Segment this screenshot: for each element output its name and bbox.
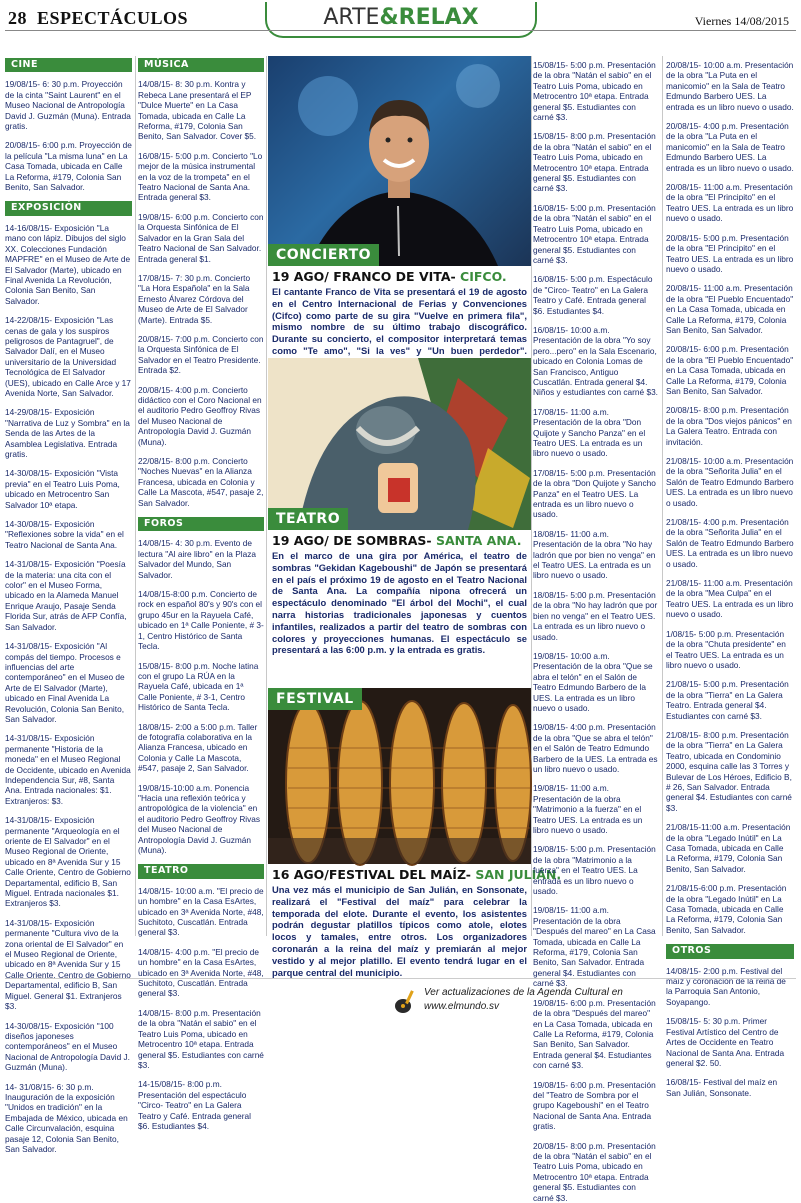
agenda-item: 18/08/15- 2:00 a 5:00 p.m. Taller de fotografía colaborativa en la Alianza Francesa, ubicado en Colonia y Calle La Mascota, #547, pasaje 2, San Salvador. (138, 721, 258, 774)
agenda-item: 16/08/15- Festival del maíz en San Julián, Sonsonate. (666, 1077, 778, 1098)
agenda-item: 15/08/15- 8:00 p.m. Noche latina con el grupo La RÚA en la Rayuela Café, ubicada en 1ª Calle Poniente, # 3-1, Centro Histórico de Santa Tecla. (138, 660, 259, 713)
agenda-item: 14-31/08/15- Exposición permanente "Cultura vivo de la zona oriental de El Salvador" en el Museo Regional de Oriente, ubicado en 8ª Avenida Sur y 15 Calle Oriente, Centro de Gobierno Departamental, edificio B, San Miguel. General $1. Extranjeros $3. (5, 917, 131, 1012)
agenda-item: 14/08/15-8:00 p.m. Concierto de rock en español 80's y 90's con el grupo 45ur en la Rayuela Café, ubicado en 1ª Calle Poniente, # 3-1, Centro Histórico de Santa Tecla. (138, 589, 264, 652)
section-label-musica: MÚSICA (138, 58, 264, 72)
cine-list (5, 79, 132, 192)
agenda-item: 21/08/15- 10:00 a.m. Presentación de la obra "Señorita Julia" en el Salón de Teatro Edmundo Barbero UES. La entrada es un libro nuevo o usado. (666, 456, 794, 508)
agenda-item: 14/08/15- 10:00 a.m. "El precio de un hombre" en la Casa EsArtes, ubicado en 3ª Avenida Norte, #48, Suchitoto, Cuscatlán. Entrada general $3. (138, 885, 264, 938)
footer-url[interactable]: www.elmundo.sv (424, 1001, 500, 1012)
agenda-item: 14-30/08/15- Exposición "Reflexiones sobre la vida" en el Teatro Nacional de Santa Ana. (5, 519, 124, 550)
column-cine-exposicion (5, 58, 132, 1154)
agenda-item: 16/08/15- 10:00 a.m. Presentación de la obra "Yo soy pero...pero" en la Sala Escenario, ubicado en Colonia Lomas de San Francisco, Antiguo Cuscatlán. Entrada general $4. Niños y estudiantes con carné $3. (533, 324, 658, 398)
agenda-item: 19/08/15- 6: 30 p.m. Proyección de la cinta "Saint Laurent" en el Museo Nacional de Antropología David J. Guzmán (Muna). Entrada gratis. (5, 79, 131, 132)
header-rule (5, 30, 796, 31)
agenda-item: 14-29/08/15- Exposición "Narrativa de Luz y Sombra" en la Senda de las Artes de la Asamblea Legislativa. Entrada gratis. (5, 407, 130, 459)
section-label-teatro: TEATRO (138, 864, 264, 878)
agenda-item: 20/08/15- 6:00 p.m. Presentación de la obra "El Pueblo Encuentado" en La Casa Tomada, ubicada en Calle La Reforma, #179, Colonia San Benito, San Salvador. (666, 344, 794, 396)
agenda-item: 21/08/15- 4:00 p.m. Presentación de la obra "Señorita Julia" en el Salón de Teatro Edmundo Barbero UES. La entrada es un libro nuevo o usado. (666, 517, 794, 569)
feature-tag-festival: FESTIVAL (268, 688, 362, 710)
agenda-item: 20/08/15- 7:00 p.m. Concierto con la Orquesta Sinfónica de El Salvador en el Teatro Presidente. Entrada $2. (138, 333, 264, 376)
agenda-item: 19/08/15- 11:00 a.m. Presentación de la obra "Después del mareo" en La Casa Tomada, ubicada en Calle La Reforma, #179, Colonia San Benito, San Salvador. Entrada general $4. Estudiantes con carné $3. (533, 905, 656, 989)
agenda-item: 20/08/15- 6:00 p.m. Proyección de la película "La misma luna" en La Casa Tomada, ubicada en Calle La Reforma, #179, Colonia San Benito, San Salvador. (5, 140, 132, 193)
agenda-item: 20/08/15- 8:00 p.m. Presentación de la obra "Dos viejos pánicos" en La Galera Teatro. Entrada con invitación. (666, 405, 792, 447)
agenda-item: 17/08/15- 5:00 p.m. Presentación de la obra "Don Quijote y Sancho Panza" en el Teatro UES. La entrada es un libro nuevo o usado. (533, 467, 656, 520)
agenda-item: 21/08/15- 8:00 p.m. Presentación de la obra "Tierra" en La Galera Teatro, ubicada en Condominio 2000, esquina calle las 3 Torres y Bulevar de Los Héroes, Edificio B, # 26, San Salvador. Entrada general $4. Estudiantes con carné $3. (666, 729, 792, 813)
teatro-title: 19 AGO/ DE SOMBRAS- SANTA ANA. (272, 533, 522, 548)
agenda-item: 20/08/15- 5:00 p.m. Presentación de la obra "El Principito" en el Teatro UES. La entrada es un libro nuevo o usado. (666, 232, 794, 274)
festival-body: Una vez más el municipio de San Julián, en Sonsonate, realizará el "Festival del maíz" para celebrar la temporada del elote. Durante el evento, los asistentes podrán degustar platillos típicos como atole, elotes locos y tamales, entre otros. Los organizadores coronarán a la reina del maíz y premiarán al mejor vestido y al mejor platillo. El evento tendrá lugar en el parque central del municipio. (272, 884, 527, 978)
agenda-item: 20/08/15- 4:00 p.m. Concierto didáctico con el Coro Nacional en el auditorio Pedro Geoffroy Rivas del Museo Nacional de Antropología David J. Guzmán (Muna). (138, 384, 262, 447)
agenda-item: 14-31/08/15- Exposición "Poesía de la materia: una cita con el color" en el Museo Forma, ubicado en la Alameda Manuel Enrique Araujo, Pasaje Senda Florida Sur, atrás de AFP Confía, San Salvador. (5, 559, 127, 632)
agenda-item: 20/08/15- 10:00 a.m. Presentación de la obra "La Puta en el manicomio" en la Sala de Teatro Edmundo Barbero UES. La entrada es un libro nuevo o usado. (666, 60, 794, 112)
feature-tag-teatro: TEATRO (268, 508, 348, 530)
feature-concierto (268, 56, 531, 380)
exposicion-list (5, 223, 132, 1155)
agenda-item: 19/08/15-10:00 a.m. Ponencia "Hacia una reflexión teórica y antropológica de la violencia" en el auditorio Pedro Geoffroy Rivas del Museo Nacional de Antropología David J. Guzmán (Muna). (138, 782, 261, 855)
agenda-item: 19/08/15- 6:00 p.m. Concierto con la Orquesta Sinfónica de El Salvador en la Gran Sala del Teatro Nacional de San Salvador. Entrada general $1. (138, 211, 264, 264)
corn-illustration (268, 688, 531, 864)
agenda-item: 14-31/08/15- Exposición permanente "Historia de la moneda" en el Museo Regional de Occidente, ubicado en Avenida Independencia Sur, #8, Santa Ana. Entrada nacionales: $1. Extranjeros: $3. (5, 733, 131, 806)
agenda-item: 15/08/15- 5:00 p.m. Presentación de la obra "Natán el sabio" en el Teatro Luis Poma, ubicado en Metrocentro 10ª etapa. Entrada general $5. Estudiantes con carné $3. (533, 60, 656, 123)
teatro-list (138, 886, 264, 1132)
section-label-exposicion: EXPOSICIÓN (5, 201, 132, 215)
teatro-cont-list (533, 60, 658, 1203)
agenda-item: 21/08/15-6:00 p.m. Presentación de la obra "Legado Inútil" en La Casa Tomada, ubicada en Calle La Reforma, #179, Colonia San Benito, San Salvador. (666, 883, 787, 935)
agenda-item: 20/08/15- 11:00 a.m. Presentación de la obra "El Principito" en el Teatro UES. La entrada es un libro nuevo o usado. (666, 182, 794, 224)
column-divider (266, 56, 267, 936)
shadow-puppet-illustration (268, 358, 531, 530)
agenda-item: 21/08/15- 11:00 a.m. Presentación de la obra "Mea Culpa" en el Teatro UES. La entrada es un libro nuevo o usado. (666, 578, 794, 620)
column-teatro-otros (666, 60, 794, 1098)
agenda-item: 14/08/15- 2:00 p.m. Festival del maíz y coronación de la reina de la Parroquia San Antonio, Soyapango. (666, 965, 786, 1007)
agenda-item: 18/08/15- 11:00 a.m. Presentación de la obra "No hay ladrón que por bien no venga" en el Teatro UES. La entrada es un libro nuevo o usado. (533, 528, 656, 581)
agenda-item: 17/08/15- 7: 30 p.m. Concierto "La Hora Española" en la Sala Ernesto Álvarez Córdova del Museo de Arte de El Salvador (Marte). Entrada $5. (138, 272, 251, 325)
agenda-item: 15/08/15- 5: 30 p.m. Primer Festival Artístico del Centro de Artes de Occidente en Teatro Nacional de Santa Ana. Entrada general $2. 50. (666, 1016, 785, 1068)
agenda-item: 14-22/08/15- Exposición "Las cenas de gala y los suspiros peligrosos de Pantagruel", de Salvador Dalí, en el Museo universitario de la Universidad Tecnológica de El Salvador (UES), ubicado en Calle Arce y 17 Avenida Norte, San Salvador. (5, 315, 131, 398)
footer-line1: Ver actualizaciones de la Agenda Cultural en (424, 987, 623, 998)
musica-list (138, 79, 264, 508)
teatro-body: En el marco de una gira por América, el teatro de sombras "Gekidan Kageboushi" de Japón se presentará en el país el próximo 19 de agosto en el Teatro Nacional de Santa Ana. La compañía nipona ofrecerá un espectáculo denominado "El árbol del Mochi", el cual narra historias tradicionales japonesas y cuentos infantiles, realizados a partir del teatro de sombras con colores y proyecciones humanas. El espectáculo se presentará a las 6:00 p.m. y la entrada es gratis. (272, 550, 527, 656)
agenda-item: 14- 31/08/15- 6: 30 p.m. Inauguración de la exposición "Unidos en tradición" en la Embajada de México, ubicada en Calle Circunvalación, esquina pasaje 12, Colonia San Benito, San Salvador. (5, 1081, 128, 1154)
agenda-item: 20/08/15- 8:00 p.m. Presentación de la obra "Natán el sabio" en el Teatro Luis Poma, ubicado en Metrocentro 10ª etapa. Entrada general $5. Estudiantes con carné $3. (533, 1140, 656, 1203)
agenda-item: 21/08/15-11:00 a.m. Presentación de la obra "Legado Inútil" en La Casa Tomada, ubicada en Calle La Reforma, #179, Colonia San Benito, San Salvador. (666, 822, 791, 874)
section-label-otros: OTROS (666, 944, 794, 958)
agenda-item: 19/08/15- 10:00 a.m. Presentación de la obra "Que se abra el telón" en el Salón de Teatro Edmundo Barbero de la UES. La entrada es un libro nuevo o usado. (533, 650, 653, 713)
section-label-foros: FOROS (138, 517, 264, 531)
agenda-item: 19/08/15- 11:00 a.m. Presentación de la obra "Matrimonio a la fuerza" en el Teatro UES. La entrada es un libro nuevo o usado. (533, 783, 643, 835)
agenda-item: 14/08/15- 4:00 p.m. "El precio de un hombre" en la Casa EsArtes, ubicado en 3ª Avenida Norte, #48, Suchitoto, Cuscatlán. Entrada general $3. (138, 946, 264, 999)
agenda-item: 19/08/15- 4:00 p.m. Presentación de la obra "Que se abra el telón" en el Salón de Teatro Edmundo Barbero de la UES. La entrada es un libro nuevo o usado. (533, 722, 658, 774)
festival-title: 16 AGO/FESTIVAL DEL MAÍZ- SAN JULIÁN. (272, 867, 562, 882)
agenda-item: 14/08/15- 8: 30 p.m. Kontra y Rebeca Lane presentará el EP "Dulce Muerte" en La Casa Tomada, ubicada en Calle La Reforma, #179, Colonia San Benito, San Salvador. Cover $5. (138, 79, 257, 142)
column-divider (135, 56, 136, 936)
footer-rule (5, 978, 796, 979)
agenda-item: 22/08/15- 8:00 p.m. Concierto "Noches Nuevas" en la Alianza Francesa, ubicada en Colonia y Calle La Mascota, #547, pasaje 2, San Salvador. (138, 456, 264, 508)
agenda-item: 16/08/15- 5:00 p.m. Presentación de la obra "Natán el sabio" en el Teatro Luis Poma, ubicado en Metrocentro 10ª etapa. Entrada general $5. Estudiantes con carné $3. (533, 202, 656, 265)
agenda-item: 14-31/08/15- Exposición permanente "Arqueología en el oriente de El Salvador" en el Museo Regional de Oriente, ubicado en 8ª Avenida Sur y 15 Calle Oriente, Centro de Gobierno Departamental, edificio B, San Miguel. Entrada nacionales $1. Extranjeros $3. (5, 815, 131, 909)
agenda-item: 19/08/15- 6:00 p.m. Presentación del "Teatro de Sombra por el grupo Kageboushi" en el Teatro Nacional de Santa Ana. Entrada gratis. (533, 1079, 656, 1132)
agenda-item: 21/08/15- 5:00 p.m. Presentación de la obra "Tierra" en La Galera Teatro. Entrada general $4. Estudiantes con carné $3. (666, 679, 789, 721)
corn-photo (268, 688, 531, 864)
teatro-cont-list-2 (666, 60, 794, 935)
singer-illustration (268, 56, 531, 266)
feature-teatro (268, 358, 531, 656)
concierto-title: 19 AGO/ FRANCO DE VITA- CIFCO. (272, 269, 507, 284)
franco-de-vita-photo (268, 56, 531, 266)
agenda-item: 17/08/15- 11:00 a.m. Presentación de la obra "Don Quijote y Sancho Panza" en el Teatro UES. La entrada es un libro nuevo o usado. (533, 406, 646, 459)
agenda-item: 14/08/15- 8:00 p.m. Presentación de la obra "Natán el sabio" en el Teatro Luis Poma, ubicado en Metrocentro 10ª etapa. Entrada general $5. Estudiantes con carné $3. (138, 1007, 264, 1070)
agenda-item: 20/08/15- 11:00 a.m. Presentación de la obra "El Pueblo Encuentado" en La Casa Tomada, ubicada en Calle La Reforma, #179, Colonia San Benito, San Salvador. (666, 283, 794, 335)
agenda-item: 14-15/08/15- 8:00 p.m. Presentación del espectáculo "Circo- Teatro" en La Galera Teatro y Café. Entrada general $6. Estudiantes $4. (138, 1079, 251, 1131)
agenda-item: 14-16/08/15- Exposición "La mano con lápiz. Dibujos del siglo XX. Colecciones Fundación MAPFRE" en el Museo de Arte de El Salvador (Marte), ubicado en Final Avenida La Revolución, Colonia San Benito, San Salvador. (5, 222, 131, 306)
section-label-cine: CINE (5, 58, 132, 72)
footer (392, 985, 692, 1019)
concierto-body: El cantante Franco de Vita se presentará el 19 de agosto en el Centro Internacional de Ferias y Convenciones (Cifco) como parte de su gira "Vuelve en primera fila", mismo nombre de su último trabajo discográfico. Durante su concierto, el compositor interpretará temas como "Te amo", "Si la ves" y "Un buen perdedor". (272, 286, 527, 356)
column-divider (662, 56, 663, 936)
agenda-item: 19/08/15- 5:00 p.m. Presentación de la obra "Matrimonio a la fuerza" en el Teatro UES. La entrada es un libro nuevo o usado. (533, 844, 656, 897)
column-musica-foros-teatro (138, 58, 264, 1131)
issue-date: Viernes 14/08/2015 (694, 14, 789, 28)
shadow-theatre-photo (268, 358, 531, 530)
feature-festival (268, 688, 562, 978)
page-number-section: 28 ESPECTÁCULOS (8, 8, 189, 28)
agenda-item: 14-30/08/15- Exposición "Vista previa" en el Teatro Luis Poma, ubicado en Metrocentro San Salvador 10ª etapa. (5, 468, 120, 510)
agenda-item: 14/08/15- 4: 30 p.m. Evento de lectura "Al aire libro" en la Plaza Salvador del Mundo, San Salvador. (138, 538, 256, 580)
guitar-logo-icon (392, 987, 418, 1015)
agenda-item: 16/08/15- 5:00 p.m. Espectáculo de "Circo- Teatro" en La Galera Teatro y Café. Entrada general $6. Estudiantes $4. (533, 274, 653, 316)
agenda-item: 1/08/15- 5:00 p.m. Presentación de la obra "Chuta presidente" en el Teatro UES. La entrada es un libro nuevo o usado. (666, 628, 786, 670)
feature-tag-concierto: CONCIERTO (268, 244, 379, 266)
section-brand: ARTE&RELAX (265, 2, 537, 38)
agenda-item: 18/08/15- 5:00 p.m. Presentación de la obra "No hay ladrón que por bien no venga" en el Teatro UES. La entrada es un libro nuevo o usado. (533, 589, 658, 642)
agenda-item: 19/08/15- 6:00 p.m. Presentación de la obra "Después del mareo" en La Casa Tomada, ubicada en Calle La Reforma, #179, Colonia San Benito, San Salvador. Entrada general $4. Estudiantes con carné $3. (533, 997, 656, 1071)
agenda-item: 16/08/15- 5:00 p.m. Concierto "Lo mejor de la música instrumental en la voz de la trompeta" en el Teatro Nacional de Santa Ana. Entrada general $3. (138, 150, 263, 203)
page-header (0, 0, 801, 40)
foros-list (138, 538, 264, 855)
column-teatro-cont (533, 60, 658, 1203)
agenda-item: 15/08/15- 8:00 p.m. Presentación de la obra "Natán el sabio" en el Teatro Luis Poma, ubicado en Metrocentro 10ª etapa. Entrada general $5. Estudiantes con carné $3. (533, 131, 656, 194)
agenda-item: 14-30/08/15- Exposición "100 diseños japoneses contemporáneos" en el Museo Nacional de Antropología David J. Guzmán (Muna). (5, 1020, 130, 1073)
agenda-item: 14-31/08/15- Exposición "Al compás del tiempo. Procesos e influencias del arte contemporáneo" en el Museo de Arte de El Salvador (Marte), ubicado en Final Avenida La Revolución, Colonia San Benito, San Salvador. (5, 641, 125, 724)
agenda-item: 20/08/15- 4:00 p.m. Presentación de la obra "La Puta en el manicomio" en la Sala de Teatro Edmundo Barbero UES. La entrada es un libro nuevo o usado. (666, 121, 794, 173)
